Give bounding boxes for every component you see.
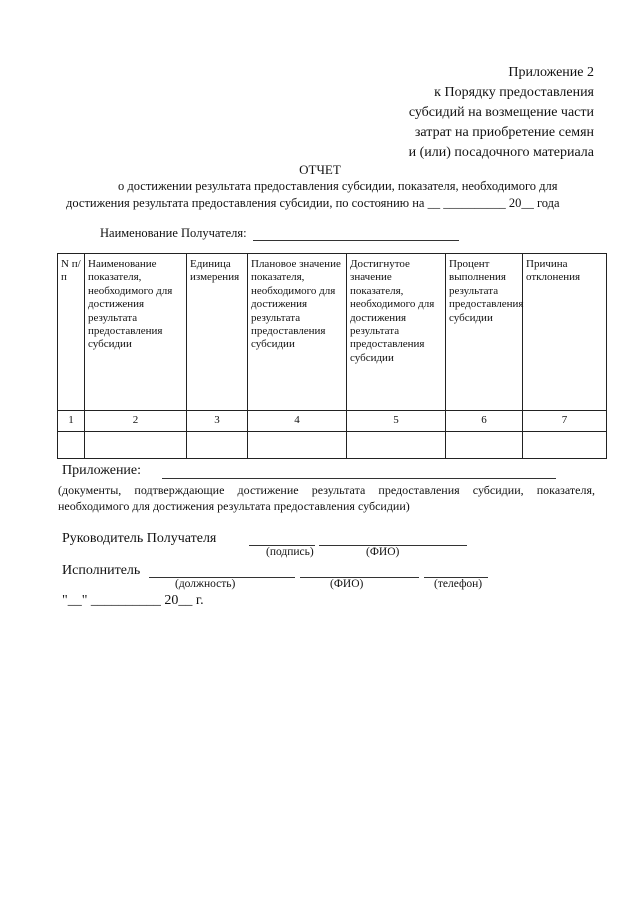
report-subtitle-line-1: о достижении результата предоставления субсидии, показателя, необходимого для: [118, 179, 558, 193]
table-header-cell: Плановое значение показателя, необходимого для достижения результата предоставления субсидии: [248, 254, 347, 411]
appendix-block: [354, 63, 594, 163]
recipient-label: Наименование Получателя:: [100, 226, 247, 240]
table-number-cell: 7: [523, 411, 607, 432]
table-number-cell: 6: [446, 411, 523, 432]
table-header-cell: N п/п: [58, 254, 85, 411]
executor-phone-caption: (телефон): [434, 578, 483, 590]
head-name-caption: (ФИО): [366, 546, 400, 558]
table-cell[interactable]: [248, 432, 347, 459]
table-number-cell: 2: [85, 411, 187, 432]
table-cell[interactable]: [187, 432, 248, 459]
attachment-note: (документы, подтверждающие достижение результата предоставления субсидии, показателя, необходимого для достижения результата предоставления субсидии): [58, 483, 595, 513]
table-number-cell: 4: [248, 411, 347, 432]
attachment-label: Приложение:: [62, 463, 142, 478]
appendix-line: затрат на приобретение семян: [414, 125, 594, 140]
executor-label: Исполнитель: [62, 563, 141, 578]
table-cell[interactable]: [58, 432, 85, 459]
executor-name-caption: (ФИО): [330, 578, 364, 590]
table-header-row: [58, 254, 607, 411]
table-header-cell: Наименование показателя, необходимого для достижения результата предоставления субсидии: [85, 254, 187, 411]
table-cell[interactable]: [85, 432, 187, 459]
table-cell[interactable]: [523, 432, 607, 459]
table-number-cell: 1: [58, 411, 85, 432]
recipient-name-field[interactable]: [253, 240, 459, 241]
executor-position-caption: (должность): [175, 578, 236, 590]
report-title: ОТЧЕТ: [299, 162, 341, 177]
table-header-cell: Достигнутое значение показателя, необходимого для достижения результата предоставления субсидии: [347, 254, 446, 411]
report-subtitle-line-2: достижения результата предоставления субсидии, по состоянию на __ __________ 20__ года: [66, 196, 560, 210]
table-row: [58, 432, 607, 459]
head-signature-caption: (подпись): [266, 546, 314, 558]
appendix-line: и (или) посадочного материала: [408, 145, 594, 160]
head-label: Руководитель Получателя: [62, 531, 217, 546]
table-number-cell: 3: [187, 411, 248, 432]
date-line: "__" __________ 20__ г.: [62, 593, 204, 608]
attachment-field[interactable]: [162, 478, 556, 479]
recipient-row: [100, 226, 459, 241]
table-header-cell: Причина отклонения: [523, 254, 607, 411]
appendix-line: к Порядку предоставления: [434, 85, 594, 100]
indicators-table: [57, 253, 607, 459]
table-cell[interactable]: [347, 432, 446, 459]
table-cell[interactable]: [446, 432, 523, 459]
appendix-line: субсидий на возмещение части: [408, 105, 594, 120]
table-header-cell: Процент выполнения результата предоставления субсидии: [446, 254, 523, 411]
table-number-row: [58, 411, 607, 432]
table-header-cell: Единица измерения: [187, 254, 248, 411]
appendix-line: Приложение 2: [508, 65, 594, 80]
table-number-cell: 5: [347, 411, 446, 432]
